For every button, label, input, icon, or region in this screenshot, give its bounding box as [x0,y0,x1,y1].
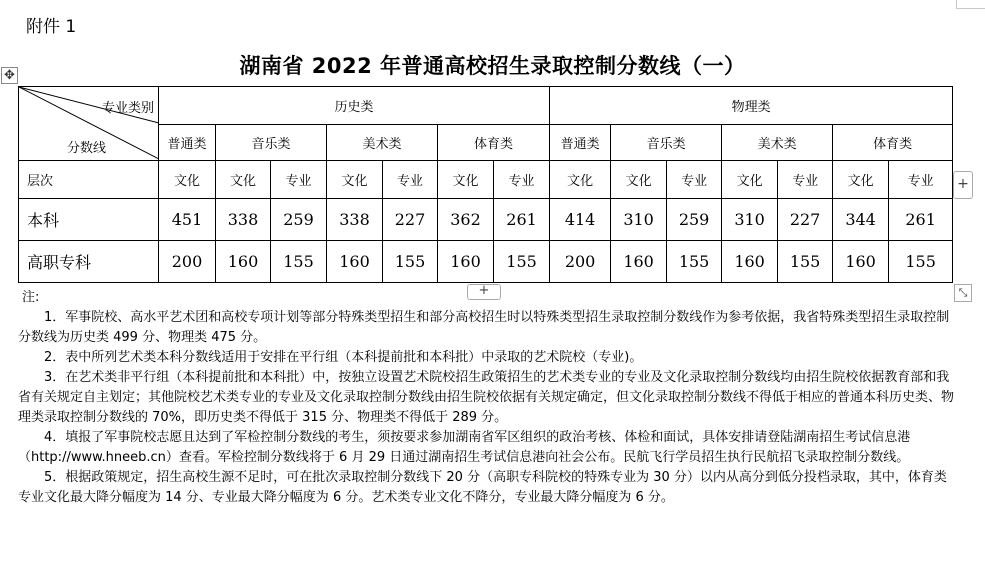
group-header-history: 历史类 [159,87,550,125]
level-header: 层次 [19,161,159,199]
score-cell: 160 [833,241,889,283]
category-header: 音乐类 [611,125,722,161]
page-title: 湖南省 2022 年普通高校招生录取控制分数线（一） [239,54,746,78]
subheader-cell: 文化 [327,161,383,199]
score-cell: 259 [667,199,722,241]
score-cell: 155 [494,241,550,283]
note-item: 5．根据政策规定，招生高校生源不足时，可在批次录取控制分数线下 20 分（高职专科院校的特殊专业为 30 分）以内从高分到低分投档录取，其中，体育类专业文化最大降分幅度为 14 分、专业最大降分幅度为 6 分。艺术类专业文化不降分，专业最大降分幅度为 6 分。 [18,470,947,505]
score-cell: 259 [271,199,327,241]
category-header: 普通类 [550,125,611,161]
subheader-cell: 专业 [271,161,327,199]
table-resize-icon[interactable]: ⤡ [954,284,972,302]
score-cell: 338 [216,199,271,241]
category-header: 美术类 [722,125,833,161]
table-row-undergraduate [19,199,953,241]
table-row-vocational [19,241,953,283]
score-cell: 200 [159,241,216,283]
subheader-cell: 专业 [667,161,722,199]
score-cell: 155 [778,241,833,283]
score-cell: 160 [327,241,383,283]
subheader-cell: 文化 [833,161,889,199]
page-corner-guide [956,0,985,9]
add-row-button[interactable]: + [467,284,501,300]
score-cell: 227 [778,199,833,241]
score-cell: 261 [494,199,550,241]
subheader-cell: 文化 [438,161,494,199]
group-header-physics: 物理类 [550,87,953,125]
score-cell: 344 [833,199,889,241]
category-header: 普通类 [159,125,216,161]
corner-score-label: 分数线 [67,141,107,156]
subheader-cell: 专业 [383,161,438,199]
score-cell: 155 [889,241,953,283]
score-cell: 310 [722,199,778,241]
attachment-label: 附件 1 [26,17,77,37]
table-move-icon[interactable]: ✥ [1,67,18,84]
category-header: 体育类 [438,125,550,161]
score-cell: 155 [667,241,722,283]
note-item: 2．表中所列艺术类本科分数线适用于安排在平行组（本科提前批和本科批）中录取的艺术院校（专业)。 [44,350,643,365]
score-table [18,86,953,283]
note-item: 1．军事院校、高水平艺术团和高校专项计划等部分特殊类型招生和部分高校招生时以特殊类型招生录取控制分数线作为参考依据，我省特殊类型招生录取控制分数线为历史类 499 分、物理类 475 分。 [18,310,950,345]
score-cell: 414 [550,199,611,241]
score-cell: 338 [327,199,383,241]
category-header: 音乐类 [216,125,327,161]
subheader-cell: 文化 [722,161,778,199]
notes-label: 注: [22,290,40,305]
score-cell: 200 [550,241,611,283]
score-cell: 160 [216,241,271,283]
note-item: 3．在艺术类非平行组（本科提前批和本科批）中，按独立设置艺术院校招生政策招生的艺术类专业的专业及文化录取控制分数线均由招生院校依据教育部和我省有关规定自主划定；其他院校艺术类专业的专业及文化录取控制分数线由招生院校依据有关规定确定，但文化录取控制分数线不得低于相应的普通本科历史类、物理类录取控制分数线的 70%，即历史类不得低于 315 分、物理类不得低于 289 分。 [18,370,955,425]
note-item: 4．填报了军事院校志愿且达到了军检控制分数线的考生，须按要求参加湖南省军区组织的政治考核、体检和面试，具体安排请登陆湖南招生考试信息港（http://www.hneeb.cn）查看。军检控制分数线将于 6 月 29 日通过湖南招生考试信息港向社会公布。民航飞行学员招生执行民航招飞录取控制分数线。 [18,430,911,465]
score-cell: 155 [271,241,327,283]
corner-major-label: 专业类别 [101,101,154,116]
row-level-label: 本科 [19,199,159,241]
subheader-cell: 专业 [889,161,953,199]
subheader-cell: 文化 [216,161,271,199]
score-cell: 160 [438,241,494,283]
subheader-cell: 文化 [159,161,216,199]
subheader-cell: 文化 [550,161,611,199]
subheader-cell: 专业 [494,161,550,199]
subheader-cell: 专业 [778,161,833,199]
score-cell: 451 [159,199,216,241]
score-cell: 310 [611,199,667,241]
category-header: 体育类 [833,125,953,161]
score-cell: 227 [383,199,438,241]
header-corner-cell [19,87,159,161]
score-cell: 362 [438,199,494,241]
add-column-button[interactable]: + [953,171,973,199]
score-cell: 160 [611,241,667,283]
row-level-label: 高职专科 [19,241,159,283]
subheader-cell: 文化 [611,161,667,199]
score-cell: 261 [889,199,953,241]
category-header: 美术类 [327,125,438,161]
score-cell: 155 [383,241,438,283]
notes-section [18,288,958,508]
score-cell: 160 [722,241,778,283]
